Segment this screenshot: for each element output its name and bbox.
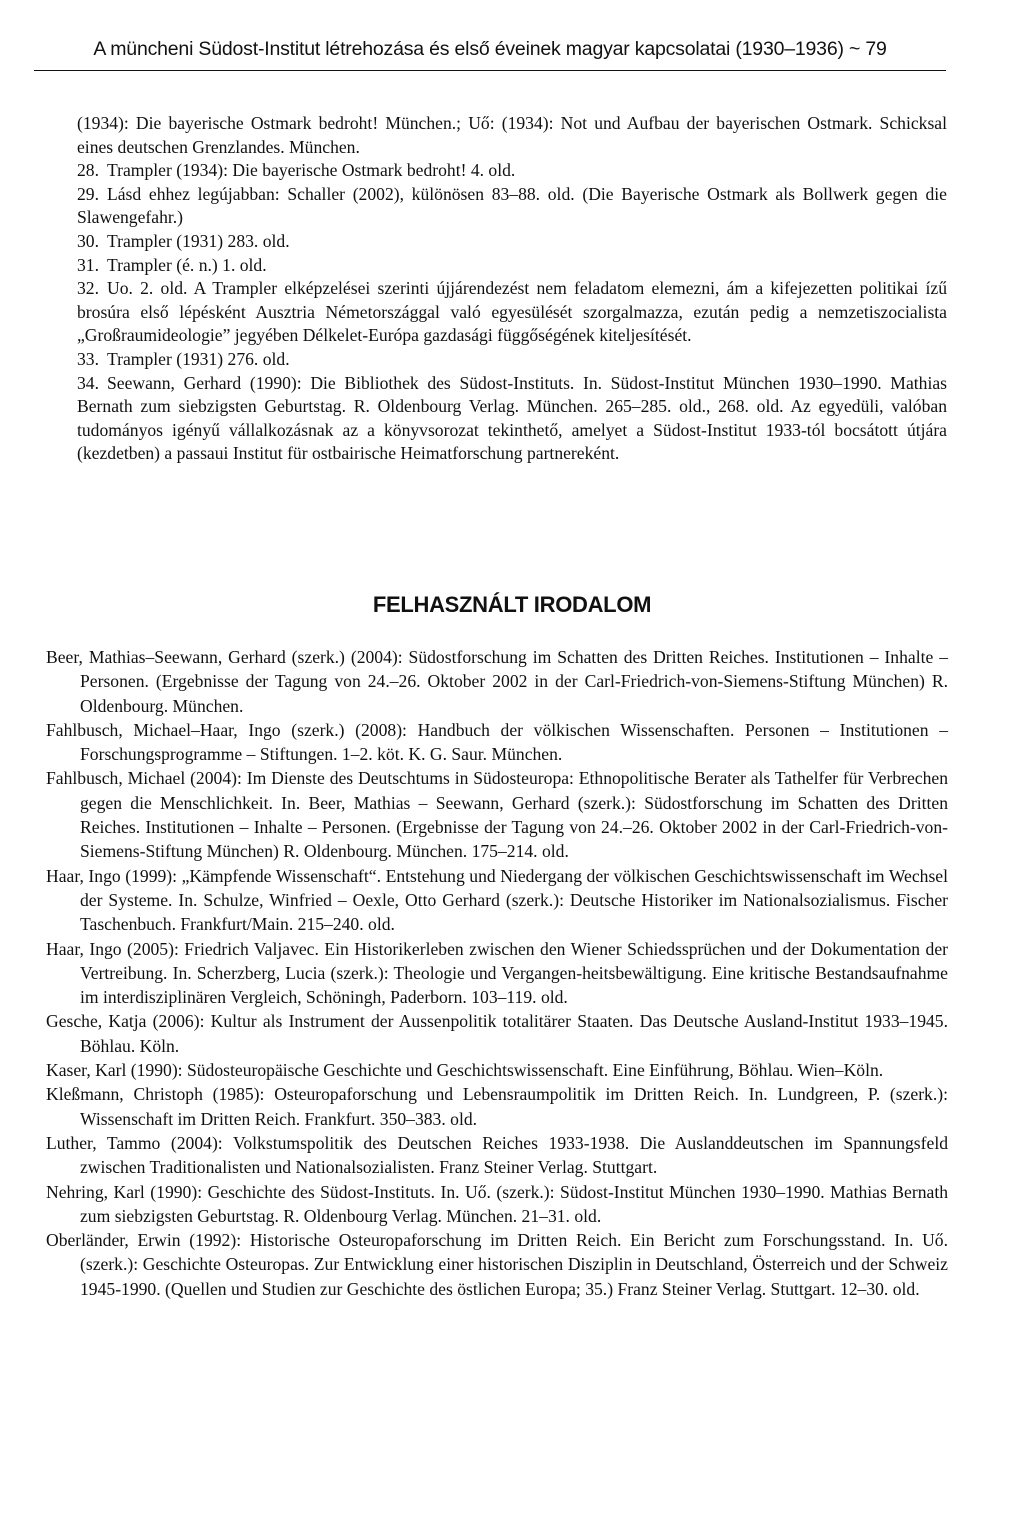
note-number: 34. [77, 372, 99, 393]
note-item [77, 277, 947, 348]
bibliography-entry: Luther, Tammo (2004): Volkstumspolitik des Deutschen Reiches 1933-1938. Die Auslanddeutschen im Spannungsfeld zwischen Traditionalisten und Nationalsozialisten. Franz Steiner Verlag. Stuttgart. [46, 1132, 948, 1178]
bibliography-entry: Oberländer, Erwin (1992): Historische Osteuropaforschung im Dritten Reich. Ein Bericht zum Forschungsstand. In. Uő. (szerk.): Geschichte Osteuropas. Zur Entwicklung einer historischen Disziplin in Deutschland, Österreich und der Schweiz 1945-1990. (Quellen und Studien zur Geschichte des östlichen Europa; 35.) Franz Steiner Verlag. Stuttgart. 12–30. old. [46, 1230, 948, 1299]
note-number: 32. [77, 278, 99, 299]
endnotes [77, 112, 947, 466]
bibliography-entry: Gesche, Katja (2006): Kultur als Instrument der Aussenpolitik totalitärer Staaten. Das Deutsche Ausland-Institut 1933–1945. Böhlau. Köln. [46, 1011, 948, 1056]
note-number: 29. [77, 183, 99, 204]
bibliography-entry: Kaser, Karl (1990): Südosteuropäische Geschichte und Geschichtswissenschaft. Eine Einführung, Böhlau. Wien–Köln. [46, 1060, 884, 1081]
bibliography-entry: Haar, Ingo (2005): Friedrich Valjavec. Ein Historikerleben zwischen den Wiener Schiedssprüchen und der Dokumentation der Vertreibung. In. Scherzberg, Lucia (szerk.): Theologie und Vergangen-heitsbewältigung. Eine kritische Bestandsaufnahme im interdisziplinären Vergleich, Schöningh, Paderborn. 103–119. old. [46, 938, 948, 1008]
bibliography-entry: Fahlbusch, Michael–Haar, Ingo (szerk.) (2008): Handbuch der völkischen Wissenschaften. Personen – Institutionen – Forschungsprogramme – Stiftungen. 1–2. köt. K. G. Saur. München. [46, 719, 948, 765]
note-text: Uo. 2. old. A Trampler elképzelései szerinti újjárendezést nem feladatom elemezni, ám a kifejezetten politikai ízű brosúra első lépésként Ausztria Németországgal való egyesülését szorgalmazza, ezután pedig a nemzetiszocialista „Großraumideologie” jegyében Délkelet-Európa gazdasági függőségének kiteljesítését. [77, 278, 947, 346]
note-text: Trampler (é. n.) 1. old. [107, 254, 267, 275]
note-item [77, 159, 947, 183]
note-continuation: (1934): Die bayerische Ostmark bedroht! München.; Uő: (1934): Not und Aufbau der bayerischen Ostmark. Schicksal eines deutschen Grenzlandes. München. [77, 113, 947, 157]
note-item [77, 183, 947, 230]
bibliography-entry: Fahlbusch, Michael (2004): Im Dienste des Deutschtums in Südosteuropa: Ethnopolitische Berater als Tathelfer für Verbrechen gegen die Menschlichkeit. In. Beer, Mathias – Seewann, Gerhard (szerk.): Südostforschung im Schatten des Dritten Reiches. Institutionen – Inhalte – Personen. (Ergebnisse der Tagung von 24.–26. Oktober 2002 in der Carl-Friedrich-von-Siemens-Stiftung München) R. Oldenbourg. München. 175–214. old. [46, 768, 948, 862]
note-text: Trampler (1931) 283. old. [107, 230, 290, 251]
bibliography-entry: Beer, Mathias–Seewann, Gerhard (szerk.) (2004): Südostforschung im Schatten des Dritten Reiches. Institutionen – Inhalte – Personen. (Ergebnisse der Tagung von 24.–26. Oktober 2002 in der Carl-Friedrich-von-Siemens-Stiftung München) R. Oldenbourg. München. [46, 647, 948, 716]
note-number: 33. [77, 348, 99, 369]
note-text: Trampler (1934): Die bayerische Ostmark bedroht! 4. old. [107, 160, 516, 181]
note-item [77, 230, 947, 254]
note-number: 30. [77, 230, 99, 251]
note-item [77, 372, 947, 466]
note-number: 28. [77, 160, 99, 181]
bibliography-list [46, 645, 948, 1301]
note-text: Seewann, Gerhard (1990): Die Bibliothek des Südost-Instituts. In. Südost-Institut München 1930–1990. Mathias Bernath zum siebzigsten Geburtstag. R. Oldenbourg Verlag. München. 265–285. old., 268. old. Az egyedüli, valóban tudományos igényű vállalkozásnak az a könyvsorozat tekinthető, amelyet a Südost-Institut 1933-tól bocsátott útjára (kezdetben) a passaui Institut für ostbairische Heimatforschung partnereként. [77, 372, 947, 464]
running-header: A müncheni Südost-Institut létrehozása és első éveinek magyar kapcsolatai (1930–1936) ~ 79 [93, 38, 887, 60]
note-item [77, 348, 947, 372]
bibliography-entry: Kleßmann, Christoph (1985): Osteuropaforschung und Lebensraumpolitik im Dritten Reich. In. Lundgreen, P. (szerk.): Wissenschaft im Dritten Reich. Frankfurt. 350–383. old. [46, 1084, 948, 1129]
bibliography-title: FELHASZNÁLT IRODALOM [372, 592, 652, 617]
bibliography-entry: Haar, Ingo (1999): „Kämpfende Wissenschaft“. Entstehung und Niedergang der völkischen Geschichtswissenschaft im Wechsel der Systeme. In. Schulze, Winfried – Oexle, Otto Gerhard (szerk.): Deutsche Historiker im Nationalsozialismus. Fischer Taschenbuch. Frankfurt/Main. 215–240. old. [46, 865, 948, 935]
header-rule [34, 70, 946, 71]
note-text: Trampler (1931) 276. old. [107, 348, 290, 369]
bibliography-entry: Nehring, Karl (1990): Geschichte des Südost-Instituts. In. Uő. (szerk.): Südost-Institut München 1930–1990. Mathias Bernath zum siebzigsten Geburtstag. R. Oldenbourg Verlag. München. 21–31. old. [46, 1181, 948, 1226]
note-text: Lásd ehhez legújabban: Schaller (2002), különösen 83–88. old. (Die Bayerische Ostmark als Bollwerk gegen die Slawengefahr.) [77, 183, 947, 228]
note-number: 31. [77, 254, 99, 275]
note-item [77, 254, 947, 278]
